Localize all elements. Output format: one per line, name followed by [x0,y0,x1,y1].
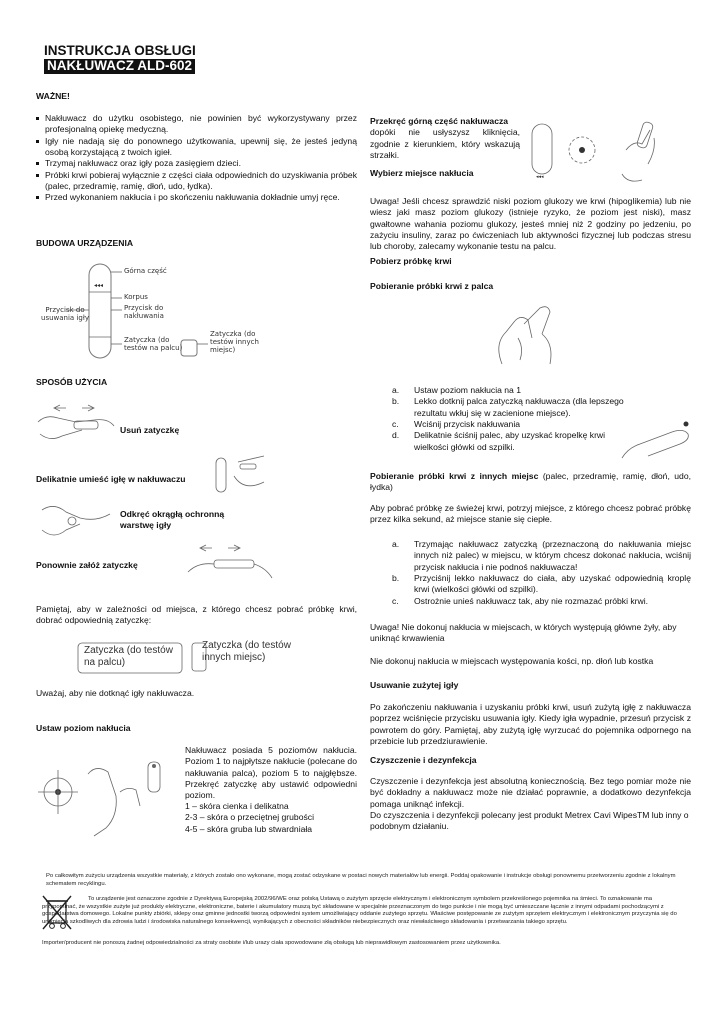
important-heading: WAŻNE! [36,91,70,101]
step1-label: Usuń zatyczkę [120,425,180,435]
important-item: Nakłuwacz do użytku osobistego, nie powinien być wykorzystywany przez profesjonalną opiekę medyczną. [36,113,357,136]
cleaning-text-1: Czyszczenie i dezynfekcja jest absolutną koniecznością. Bez tego pomiar może nie być dokładny a nakłuwacz może nie działać poprawnie, a dodatkowo dezynfekcja pomaga uniknąć infekcji. [370,776,691,809]
finger-heading: Pobieranie próbki krwi z palca [370,281,494,291]
removal-text: Po zakończeniu nakłuwania i uzyskaniu próbki krwi, usuń zużytą igłę z nakłuwacza poprzez wciśnięcie przycisku usuwania igły. Kiedy igła wypadnie, przesuń przycisk z powrotem do góry. Pamiętaj, aby zużytą igłę wyrzucać do pojemnika odpornego na przebicie lub przedziurawienie. [370,702,691,747]
title-line2: NAKŁUWACZ ALD-602 [44,59,195,74]
site-text: Uwaga! Jeśli chcesz sprawdzić niski poziom glukozy we krwi (hipoglikemia) lub nie wiesz jaki masz poziom glukozy (istnieje ryzyko, że poziom jest niski), masz gwałtowne wahania poziomu glukozy, jesteś mniej niż 2 godziny po jedzeniu, po zażyciu insuliny, zaraz po ćwiczeniach lub aktywności fizycznej lub podczas stresu lub choroby, zalecamy wykonanie testu na palcu. [370,196,691,252]
finger-step: d. Delikatnie ściśnij palec, aby uzyskać kropelkę krwi wielkości główki od szpilki. [392,430,606,452]
depth-heading: Ustaw poziom nakłucia [36,723,131,733]
page-title [44,44,196,74]
cleaning-heading: Czyszczenie i dezynfekcja [370,755,477,765]
step3-label: Odkręć okrągłą ochronną warstwę igły [120,509,225,531]
svg-text:◂◂◂: ◂◂◂ [536,174,544,180]
remember-text: Pamiętaj, aby w zależności od miejsca, z którego chcesz pobrać próbkę krwi, dobrać odpowiednią zatyczkę: [36,604,357,626]
cap-other-label: Zatyczka (do testów innych miejsc) [202,640,291,663]
step3-illustration [36,500,116,542]
other-heading: Pobieranie próbki krwi z innych miejsc (palec, przedramię, ramię, dłoń, udo, łydka) [370,471,692,493]
step2-illustration [204,452,274,500]
arrows-marker: ◂◂◂ [94,282,104,289]
footer-recycling: Po całkowitym zużyciu urządzenia wszystkie materiały, z których zostało ono wykonane, mogą zostać odzyskane w postaci nowych materiałów lub energii. Poddaj opakowanie i instrukcje obsługi ponownemu przetworzeniu zgodnie z lokalnym schematem recyklingu. [46,873,676,887]
other-step: b. Przyciśnij lekko nakłuwacz do ciała, aby uzyskać odpowiednią kroplę krwi (wielkości główki od szpilki). [392,573,691,595]
finger-step: b. Lekko dotknij palca zatyczką nakłuwacza (dla lepszego rezultatu wkłuj się w zacienione miejsce). [392,396,624,418]
label-body: Korpus [124,293,148,301]
cleaning-text-2: Do czyszczenia i dezynfekcji polecany jest produkt Metrex Cavi WipesTM lub inny o podobnym działaniu. [370,810,689,832]
finger-step: c. Wciśnij przycisk nakłuwania [392,419,521,430]
footer-liability: Importer/producent nie ponoszą żadnej odpowiedzialności za straty osobiste i/lub urazy ciała spowodowane złą obsługą lub nieprawidłowym zastosowaniem przez użytkownika. [42,940,501,946]
label-button: Przycisk do nakłuwania [124,304,164,321]
device-diagram [36,262,276,372]
finger-drop-illustration [618,418,698,464]
step1-illustration [36,404,116,446]
finger-step: a. Ustaw poziom nakłucia na 1 [392,385,521,395]
removal-heading: Usuwanie zużytej igły [370,680,459,690]
label-cap-finger: Zatyczka (do testów na palcu) [124,336,183,353]
important-item: Trzymaj nakłuwacz oraz igły poza zasięgiem dzieci. [36,158,357,169]
other-step: c. Ostrożnie unieś nakłuwacz tak, aby nie rozmazać próbki krwi. [392,595,649,606]
footer-weee: To urządzenie jest oznaczone zgodnie z Dyrektywą Europejską 2002/96/WE oraz polską Ustawą o zużytym sprzęcie elektrycznym i elektronicznym symbolem przekreślonego pojemnika na śmieci. To oznakowanie ma przypominać, że wszystkie zużyte już produkty elektryczne, elektroniczne, baterie i akumulatory muszą być składowane w specjalnie przeznaczonym do tego punkcie i nie mogą być umieszczane łącznie z innymi odpadami pochodzącymi z gospodarstwa domowego. Lokalne punkty zbiórki, sklepy oraz gminne jednostki tworzą odpowiedni system umożliwiający oddanie zużytego sprzętu. Właściwe postępowanie ze zużytym sprzętem elektrycznym i elektronicznym przyczynia się do uniknięcia szkodliwych dla zdrowia ludzi i środowiska naturalnego konsekwencji, wynikających z obecności składników niebezpiecznych oraz niewłaściwego składowania i przetwarzania takiego sprzętu. [42,896,677,926]
twist-instructions [370,116,520,161]
careful-text: Uważaj, aby nie dotknąć igły nakłuwacza. [36,688,195,698]
step4-illustration [184,538,274,584]
title-line1: INSTRUKCJA OBSŁUGI [44,43,196,58]
twist-heading: Przekręć górną część nakłuwacza [370,116,509,126]
step2-label: Delikatnie umieść igłę w nakłuwaczu [36,474,186,484]
label-eject: Przycisk do usuwania igły [41,306,89,323]
twist-text: dopóki nie usłyszysz kliknięcia, zgodnie z kierunkiem, który wskazują strzałki. [370,127,520,161]
finger-illustration [484,304,574,374]
other-warning-2: Nie dokonuj nakłucia w miejscach występowania kości, np. dłoń lub kostka [370,656,654,666]
important-list [36,113,357,204]
depth-levels [185,801,357,835]
depth-illustration [36,756,176,838]
other-steps [392,539,691,607]
depth-text: Nakłuwacz posiada 5 poziomów nakłucia. Poziom 1 to najpłytsze nakłucie (polecane do nakłuwania palca), poziom 5 to najgłębsze. Przekręć zatyczkę aby ustawić odpowiedni poziom. [185,745,357,801]
site-heading: Wybierz miejsce nakłucia [370,168,474,178]
construction-heading: BUDOWA URZĄDZENIA [36,238,134,248]
label-top: Górna część [124,267,167,275]
step4-label: Ponownie załóż zatyczkę [36,560,138,570]
sample-heading: Pobierz próbkę krwi [370,256,452,266]
usage-heading: SPOSÓB UŻYCIA [36,377,108,387]
twist-illustration [530,120,690,190]
important-item: Przed wykonaniem nakłucia i po skończeniu nakłuwania dokładnie umyj ręce. [36,192,357,203]
label-cap-other: Zatyczka (do testów innych miejsc) [210,330,259,355]
depth-level: 1 – skóra cienka i delikatna [185,801,289,811]
depth-level: 4-5 – skóra gruba lub stwardniała [185,823,313,834]
other-warning-1: Uwaga! Nie dokonuj nakłucia w miejscach, w których występują główne żyły, aby uniknąć krwawienia [370,622,677,644]
cap-finger-label: Zatyczka (do testów na palcu) [84,645,173,668]
important-item: Igły nie nadają się do ponownego użytkowania, upewnij się, że jesteś jedyną osobą korzystającą z twoich igieł. [36,136,357,159]
other-intro: Aby pobrać próbkę ze świeżej krwi, potrzyj miejsce, z którego chcesz pobrać próbkę przez kilka sekund, aż miejsce stanie się ciepłe. [370,503,691,525]
other-step: a. Trzymając nakłuwacz zatyczką (przeznaczoną do nakłuwania miejsc innych niż palec) w miejscu, w którym chcesz dokonać nakłucia, wciśnij przycisk nakłucia i nie podnoś nakłuwacza! [392,539,691,572]
important-item: Próbki krwi pobieraj wyłącznie z części ciała odpowiednich do uzyskiwania próbek (palec, przedramię, ramię, dłoń, udo, łydka). [36,170,357,193]
depth-level: 2-3 – skóra o przeciętnej grubości [185,812,314,823]
